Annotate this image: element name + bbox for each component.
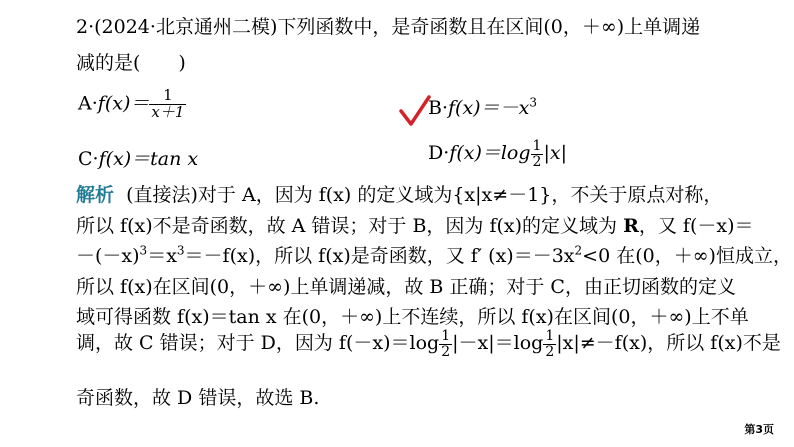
option-c-expr: f(x)＝tan x bbox=[98, 148, 199, 170]
solution-fraction-2-den: 2 bbox=[545, 343, 555, 360]
option-a bbox=[78, 88, 186, 121]
solution-line-1 bbox=[76, 180, 722, 207]
solution-text-3d: <0 在(0，＋∞)恒成立， bbox=[582, 245, 792, 267]
solution-text-2c: ，又 f(－x)＝ bbox=[638, 215, 754, 237]
solution-exp-3: 2 bbox=[574, 243, 583, 258]
solution-line-3 bbox=[76, 241, 792, 268]
solution-text-4: 所以 f(x)在区间(0，＋∞)上单调递减，故 B 正确；对于 C，由正切函数的定义 bbox=[76, 276, 736, 298]
solution-text-1: (直接法)对于 A，因为 f(x) 的定义域为{x|x≠－1}，不关于原点对称， bbox=[126, 184, 723, 206]
option-d-numerator: 1 bbox=[532, 137, 542, 154]
solution-line-7 bbox=[76, 383, 319, 410]
option-d-fraction bbox=[531, 139, 544, 169]
solution-text-2b: R bbox=[623, 215, 639, 237]
option-c bbox=[78, 144, 198, 171]
option-c-sep: · bbox=[92, 148, 99, 170]
solution-line-6 bbox=[76, 328, 781, 359]
option-b-expr: f(x)＝－x bbox=[448, 97, 530, 119]
solution-fraction-2 bbox=[543, 329, 556, 359]
question-number: 2 bbox=[76, 16, 89, 38]
option-b-exponent: 3 bbox=[529, 95, 537, 110]
option-d-denominator: 2 bbox=[532, 153, 542, 170]
solution-line-2 bbox=[76, 211, 754, 238]
solution-text-5: 域可得函数 f(x)＝tan x 在(0，＋∞)上不连续，所以 f(x)在区间(0，＋∞)上不单 bbox=[76, 306, 749, 328]
solution-text-2a: 所以 f(x)不是奇函数，故 A 错误；对于 B，因为 f(x)的定义域为 bbox=[76, 215, 624, 237]
question-line-1 bbox=[76, 12, 700, 39]
option-b-sep: · bbox=[441, 97, 449, 119]
question-stem-2: 减的是( ) bbox=[76, 52, 186, 74]
option-a-denominator: x＋1 bbox=[151, 102, 185, 121]
solution-text-3b: ＝x bbox=[147, 245, 177, 267]
option-d-tail: |x| bbox=[543, 142, 567, 164]
solution-line-4 bbox=[76, 272, 736, 299]
question-line-2 bbox=[76, 48, 186, 75]
option-a-letter: A bbox=[78, 92, 92, 115]
option-d-sep: · bbox=[443, 142, 450, 164]
solution-text-6b: |－x|＝log bbox=[452, 332, 544, 354]
solution-text-7: 奇函数，故 D 错误，故选 B. bbox=[76, 387, 320, 409]
option-a-expr: f(x)＝ bbox=[97, 92, 150, 115]
solution-exp-1: 3 bbox=[139, 243, 148, 258]
page-number: 第3页 bbox=[744, 423, 774, 436]
question-stem-1: 下列函数中，是奇函数且在区间(0，＋∞)上单调递 bbox=[277, 16, 701, 38]
option-a-fraction bbox=[149, 88, 186, 121]
solution-fraction-2-num: 1 bbox=[545, 327, 555, 344]
checkmark-icon bbox=[398, 94, 432, 128]
solution-text-3c: ＝－f(x)，所以 f(x)是奇函数，又 f′ (x)＝－3x bbox=[184, 245, 575, 267]
solution-fraction-1 bbox=[439, 329, 452, 359]
solution-fraction-1-num: 1 bbox=[441, 327, 451, 344]
solution-exp-2: 3 bbox=[176, 243, 185, 258]
option-c-letter: C bbox=[78, 148, 93, 170]
solution-text-3a: －(－x) bbox=[76, 245, 140, 267]
option-a-sep: · bbox=[91, 92, 98, 115]
option-d bbox=[428, 138, 567, 169]
option-b bbox=[428, 93, 537, 120]
option-d-letter: D bbox=[428, 142, 444, 164]
option-d-expr: f(x)＝log bbox=[449, 142, 531, 164]
question-source: ·(2024·北京通州二模) bbox=[88, 16, 278, 38]
option-a-numerator: 1 bbox=[149, 88, 186, 105]
solution-text-6a: 调，故 C 错误；对于 D，因为 f(－x)＝log bbox=[76, 332, 440, 354]
solution-fraction-1-den: 2 bbox=[441, 343, 451, 360]
option-b-letter: B bbox=[428, 97, 442, 119]
solution-line-5 bbox=[76, 302, 749, 329]
solution-label: 解析 bbox=[76, 184, 115, 206]
solution-text-6c: |x|≠－f(x)，所以 f(x)不是 bbox=[556, 332, 781, 354]
